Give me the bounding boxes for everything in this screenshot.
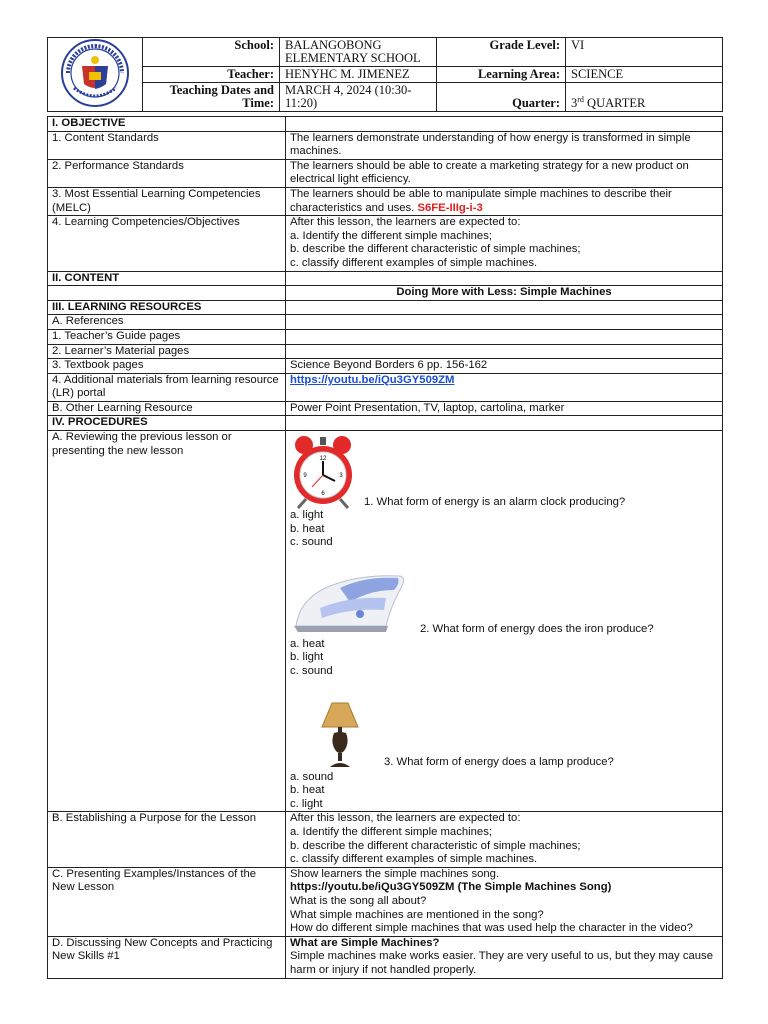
melc-label: 3. Most Essential Learning Competencies (MELC): [48, 187, 286, 215]
review-lesson-label: A. Reviewing the previous lesson or presenting the new lesson: [48, 431, 286, 812]
lesson-title: Doing More with Less: Simple Machines: [286, 286, 723, 301]
review-questions: [286, 431, 723, 812]
performance-standards-value: The learners should be able to create a marketing strategy for a new product on electrical light efficiency.: [286, 159, 723, 187]
learning-area-label: Learning Area:: [437, 67, 566, 83]
performance-standards-label: 2. Performance Standards: [48, 159, 286, 187]
q3-option-a: a. sound: [290, 770, 334, 783]
teaching-dates-label: Teaching Dates and Time:: [143, 83, 280, 112]
svg-text:6: 6: [321, 491, 325, 498]
textbook-pages-value: Science Beyond Borders 6 pp. 156-162: [286, 359, 723, 374]
q1-option-a: a. light: [290, 509, 324, 522]
other-resource-value: Power Point Presentation, TV, laptop, cartolina, marker: [286, 401, 723, 416]
objective-heading: I. OBJECTIVE: [48, 117, 286, 132]
establishing-purpose-label: B. Establishing a Purpose for the Lesson: [48, 812, 286, 867]
question-3: 3. What form of energy does a lamp produce?: [384, 756, 614, 769]
references-label: A. References: [48, 315, 286, 330]
quarter-value: 3rd QUARTER: [566, 83, 723, 112]
content-standards-label: 1. Content Standards: [48, 131, 286, 159]
procedures-heading: IV. PROCEDURES: [48, 416, 286, 431]
svg-text:12: 12: [319, 456, 327, 463]
header-table: [47, 37, 723, 112]
content-heading: II. CONTENT: [48, 271, 286, 286]
deped-seal-cell: [48, 38, 143, 112]
q3-option-c: c. light: [290, 797, 323, 810]
question-1: 1. What form of energy is an alarm clock producing?: [364, 496, 626, 509]
teacher-label: Teacher:: [143, 67, 280, 83]
clothes-iron-image: [290, 568, 410, 638]
svg-text:9: 9: [303, 473, 307, 480]
discussing-concepts-value: What are Simple Machines? Simple machines make works easier. They are very useful to us, but they may cause harm or injury if not handled properly.: [286, 936, 723, 978]
lesson-plan-table: [47, 116, 723, 979]
discussing-concepts-label: D. Discussing New Concepts and Practicing New Skills #1: [48, 936, 286, 978]
youtube-link[interactable]: https://youtu.be/iQu3GY509ZM: [290, 373, 455, 386]
other-resource-label: B. Other Learning Resource: [48, 401, 286, 416]
additional-materials-label: 4. Additional materials from learning resource (LR) portal: [48, 373, 286, 401]
learning-resources-heading: III. LEARNING RESOURCES: [48, 300, 286, 315]
alarm-clock-image: [290, 435, 356, 509]
q2-option-a: a. heat: [290, 637, 325, 650]
teacher-value: HENYHC M. JIMENEZ: [280, 67, 437, 83]
learning-competencies-value: After this lesson, the learners are expected to: a. Identify the different simple machines; b. describe the different characteristic of simple machines; c. classify different examples of simple machines.: [286, 216, 723, 271]
grade-level-value: VI: [566, 38, 723, 67]
deped-seal-logo: [60, 38, 130, 108]
textbook-pages-label: 3. Textbook pages: [48, 359, 286, 374]
song-link[interactable]: https://youtu.be/iQu3GY509ZM (The Simple Machines Song): [290, 881, 612, 894]
learning-area-value: SCIENCE: [566, 67, 723, 83]
melc-value: The learners should be able to manipulate simple machines to describe their characteristics and uses. S6FE-IIIg-i-3: [286, 187, 723, 215]
grade-level-label: Grade Level:: [437, 38, 566, 67]
teaching-dates-value: MARCH 4, 2024 (10:30-11:20): [280, 83, 437, 112]
teachers-guide-label: 1. Teacher’s Guide pages: [48, 329, 286, 344]
school-label: School:: [143, 38, 280, 67]
table-lamp-image: [300, 701, 380, 771]
presenting-examples-value: Show learners the simple machines song. https://youtu.be/iQu3GY509ZM (The Simple Machines Song) What is the song all about? What simple machines are mentioned in the song? How do different simple machines that was used help the character in the video?: [286, 867, 723, 936]
q2-option-c: c. sound: [290, 665, 333, 678]
establishing-purpose-value: After this lesson, the learners are expected to: a. Identify the different simple machines; b. describe the different characteristic of simple machines; c. classify different examples of simple machines.: [286, 812, 723, 867]
quarter-label: Quarter:: [437, 83, 566, 112]
melc-code: S6FE-IIIg-i-3: [417, 201, 483, 214]
school-value: BALANGOBONG ELEMENTARY SCHOOL: [280, 38, 437, 67]
learning-competencies-label: 4. Learning Competencies/Objectives: [48, 216, 286, 271]
q3-option-b: b. heat: [290, 784, 325, 797]
svg-text:3: 3: [339, 473, 343, 480]
question-2: 2. What form of energy does the iron produce?: [420, 623, 654, 636]
q2-option-b: b. light: [290, 651, 324, 664]
presenting-examples-label: C. Presenting Examples/Instances of the New Lesson: [48, 867, 286, 936]
q1-option-b: b. heat: [290, 522, 325, 535]
content-standards-value: The learners demonstrate understanding of how energy is transformed in simple machines.: [286, 131, 723, 159]
q1-option-c: c. sound: [290, 536, 333, 549]
learners-material-label: 2. Learner’s Material pages: [48, 344, 286, 359]
